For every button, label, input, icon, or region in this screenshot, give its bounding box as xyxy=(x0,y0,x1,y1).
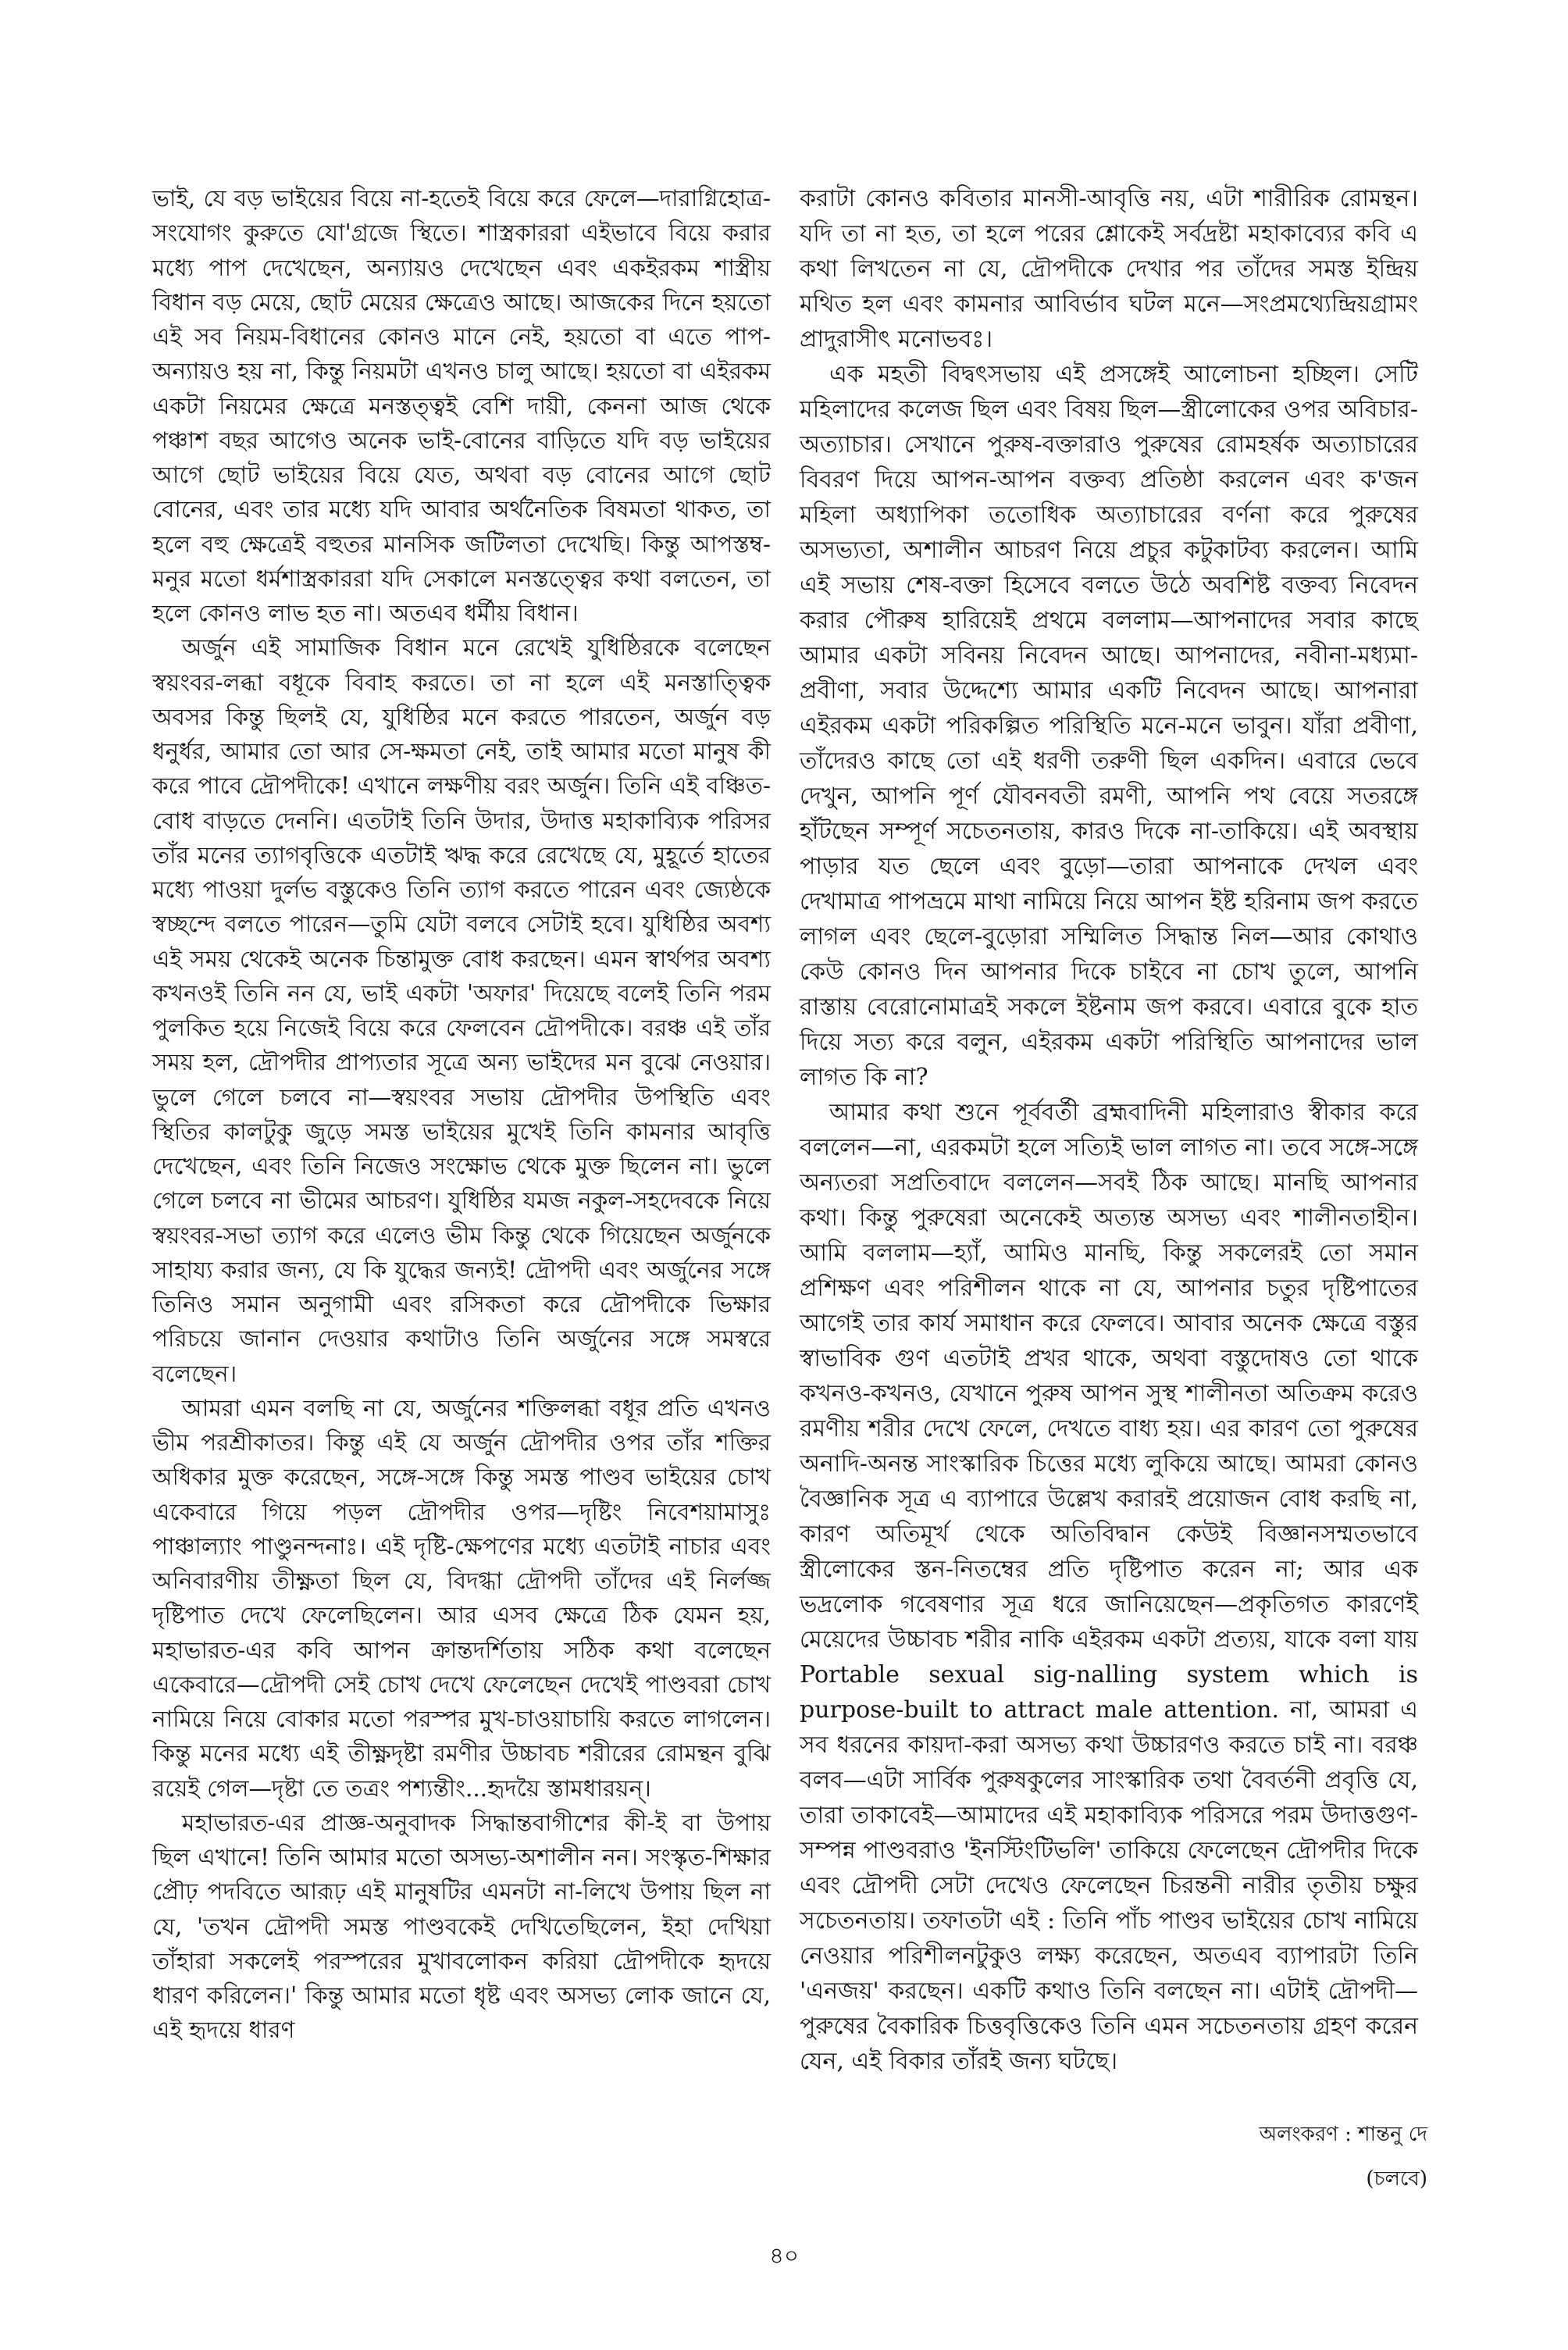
left-paragraph-1: ভাই, যে বড় ভাইয়ের বিয়ে না-হতেই বিয়ে করে ফেলে—দারাগ্নিহোত্র-সংযোগং কুরুতে যো'গ্রজে স্থিতে। শাস্ত্রকাররা এইভাবে বিয়ে করার মধ্যে পাপ দেখেছেন, অন্যায়ও দেখেছেন এবং একইরকম শাস্ত্রীয় বিধান বড় মেয়ে, ছোট মেয়ের ক্ষেত্রেও আছে। আজকের দিনে হয়তো এই সব নিয়ম-বিধানের কোনও মানে নেই, হয়তো বা এতে পাপ-অন্যায়ও হয় না, কিন্তু নিয়মটা এখনও চালু আছে। হয়তো বা এইরকম একটা নিয়মের ক্ষেত্রে মনস্তত্ত্বই বেশি দায়ী, কেননা আজ থেকে পঞ্চাশ বছর আগেও অনেক ভাই-বোনের বাড়িতে যদি বড় ভাইয়ের আগে ছোট ভাইয়ের বিয়ে যেত, অথবা বড় বোনের আগে ছোট বোনের, এবং তার মধ্যে যদি আবার অর্থনৈতিক বিষমতা থাকত, তা হলে বহু ক্ষেত্রেই বহুতর মানসিক জটিলতা দেখেছি। কিন্তু আপস্তম্ব-মনুর মতো ধর্মশাস্ত্রকাররা যদি সেকালে মনস্তত্ত্বের কথা বলতেন, তা হলে কোনও লাভ হত না। অতএব ধর্মীয় বিধান। xyxy=(152,185,771,626)
continued-note: (চলবে) xyxy=(1366,2167,1427,2191)
left-column xyxy=(152,181,771,2048)
right-paragraph-3: আমার কথা শুনে পূর্ববর্তী ব্রহ্মবাদিনী মহিলারাও স্বীকার করে বললেন—না, এরকমটা হলে সত্যিই ভাল লাগত না। তবে সঙ্গে-সঙ্গে অন্যতরা সপ্রতিবাদে বললেন—সবই ঠিক আছে। মানছি আপনার কথা। কিন্তু পুরুষেরা অনেকেই অত্যন্ত অসভ্য এবং শালীনতাহীন। আমি বললাম—হ্যাঁ, আমিও মানছি, কিন্তু সকলেরই তো সমান প্রশিক্ষণ এবং পরিশীলন থাকে না যে, আপনার চতুর দৃষ্টিপাতের আগেই তার কার্য সমাধান করে ফেলবে। আবার অনেক ক্ষেত্রে বস্তুর স্বাভাবিক গুণ এতটাই প্রখর থাকে, অথবা বস্তুদোষও তো থাকে কখনও-কখনও, যেখানে পুরুষ আপন সুস্থ শালীনতা অতিক্রম করেও রমণীয় শরীর দেখে ফেলে, দেখতে বাধ্য হয়। এর কারণ তো পুরুষের অনাদি-অনন্ত সাংস্কারিক চিত্তের মধ্যে লুকিয়ে আছে। আমরা কোনও বৈজ্ঞানিক সূত্র এ ব্যাপারে উল্লেখ করারই প্রয়োজন বোধ করছি না, কারণ অতিমূর্খ থেকে অতিবিদ্বান কেউই বিজ্ঞানসম্মতভাবে স্ত্রীলোকের স্তন-নিতম্বের প্রতি দৃষ্টিপাত করেন না; আর এক ভদ্রলোক গবেষণার সূত্র ধরে জানিয়েছেন—প্রকৃতিগত কারণেই মেয়েদের উচ্চাবচ শরীর নাকি এইরকম একটা প্রত্যয়, যাকে বলা যায় Portable sexual sig-nalling system which is purpose-built to attract male attention. না, আমরা এ সব ধরনের কায়দা-করা অসভ্য কথা উচ্চারণও করতে চাই না। বরঞ্চ বলব—এটা সার্বিক পুরুষকুলের সাংস্কারিক তথা বৈবর্তনী প্রবৃত্তি যে, তারা তাকাবেই—আমাদের এই মহাকাব্যিক পরিসরে পরম উদাত্তগুণ-সম্পন্ন পাণ্ডবরাও 'ইনস্টিংটিভলি' তাকিয়ে ফেলেছেন দ্রৌপদীর দিকে এবং দ্রৌপদী সেটা দেখেও ফেলেছেন চিরন্তনী নারীর তৃতীয় চক্ষুর সচেতনতায়। তফাতটা এই : তিনি পাঁচ পাণ্ডব ভাইয়ের চোখ নামিয়ে নেওয়ার পরিশীলনটুকুও লক্ষ্য করেছেন, অতএব ব্যাপারটা তিনি 'এনজয়' করছেন। একটি কথাও তিনি বলছেন না। এটাই দ্রৌপদী—পুরুষের বৈকারিক চিত্তবৃত্তিকেও তিনি এমন সচেতনতায় গ্রহণ করেন যেন, এই বিকার তাঁরই জন্য ঘটছে। xyxy=(800,1099,1419,2075)
right-column xyxy=(800,181,1418,2079)
left-paragraph-2: অর্জুন এই সামাজিক বিধান মনে রেখেই যুধিষ্ঠিরকে বলেছেন স্বয়ংবর-লব্ধা বধূকে বিবাহ করতে। তা না হলে এই মনস্তাত্ত্বিক অবসর কিন্তু ছিলই যে, যুধিষ্ঠির মনে করতে পারতেন, অর্জুন বড় ধনুর্ধর, আমার তো আর সে-ক্ষমতা নেই, তাই আমার মতো মানুষ কী করে পাবে দ্রৌপদীকে! এখানে লক্ষণীয় বরং অর্জুন। তিনি এই বঞ্চিত-বোধ বাড়তে দেননি। এতটাই তিনি উদার, উদাত্ত মহাকাব্যিক পরিসর তাঁর মনের ত্যাগবৃত্তিকে এতটাই ঋদ্ধ করে রেখেছে যে, মুহূর্তে হাতের মধ্যে পাওয়া দুর্লভ বস্তুকেও তিনি ত্যাগ করতে পারেন এবং জ্যেষ্ঠকে স্বচ্ছন্দে বলতে পারেন—তুমি যেটা বলবে সেটাই হবে। যুধিষ্ঠির অবশ্য এই সময় থেকেই অনেক চিন্তামুক্ত বোধ করছেন। এমন স্বার্থপর অবশ্য কখনওই তিনি নন যে, ভাই একটা 'অফার' দিয়েছে বলেই তিনি পরম পুলকিত হয়ে নিজেই বিয়ে করে ফেলবেন দ্রৌপদীকে। বরঞ্চ এই তাঁর সময় হল, দ্রৌপদীর প্রাপ্যতার সূত্রে অন্য ভাইদের মন বুঝে নেওয়ার। ভুলে গেলে চলবে না—স্বয়ংবর সভায় দ্রৌপদীর উপস্থিতি এবং স্থিতির কালটুকু জুড়ে সমস্ত ভাইয়ের মুখেই তিনি কামনার আবৃত্তি দেখেছেন, এবং তিনি নিজেও সংক্ষোভ থেকে মুক্ত ছিলেন না। ভুলে গেলে চলবে না ভীমের আচরণ। যুধিষ্ঠির যমজ নকুল-সহদেবকে নিয়ে স্বয়ংবর-সভা ত্যাগ করে এলেও ভীম কিন্তু থেকে গিয়েছেন অর্জুনকে সাহায্য করার জন্য, যে কি যুদ্ধের জন্যই! দ্রৌপদী এবং অর্জুনের সঙ্গে তিনিও সমান অনুগামী এবং রসিকতা করে দ্রৌপদীকে ভিক্ষার পরিচয়ে জানান দেওয়ার কথাটাও তিনি অর্জুনের সঙ্গে সমস্বরে বলেছেন। xyxy=(152,634,771,1387)
illustration-credit: অলংকরণ : শান্তনু দে xyxy=(1259,2123,1427,2146)
right-paragraph-2: এক মহতী বিদ্বৎসভায় এই প্রসঙ্গেই আলোচনা হচ্ছিল। সেটি মহিলাদের কলেজ ছিল এবং বিষয় ছিল—স্ত্রীলোকের ওপর অবিচার-অত্যাচার। সেখানে পুরুষ-বক্তারাও পুরুষের রোমহর্ষক অত্যাচারের বিবরণ দিয়ে আপন-আপন বক্তব্য প্রতিষ্ঠা করলেন এবং ক'জন মহিলা অধ্যাপিকা ততোধিক অত্যাচারের বর্ণনা করে পুরুষের অসভ্যতা, অশালীন আচরণ নিয়ে প্রচুর কটুকাটব্য করলেন। আমি এই সভায় শেষ-বক্তা হিসেবে বলতে উঠে অবশিষ্ট বক্তব্য নিবেদন করার পৌরুষ হারিয়েই প্রথমে বললাম—আপনাদের সবার কাছে আমার একটা সবিনয় নিবেদন আছে। আপনাদের, নবীনা-মধ্যমা-প্রবীণা, সবার উদ্দেশ্যে আমার একটি নিবেদন আছে। আপনারা এইরকম একটা পরিকল্পিত পরিস্থিতি মনে-মনে ভাবুন। যাঁরা প্রবীণা, তাঁদেরও কাছে তো এই ধরণী তরুণী ছিল একদিন। এবারে ভেবে দেখুন, আপনি পূর্ণ যৌবনবতী রমণী, আপনি পথ বেয়ে সতরঙ্গে হাঁটছেন সম্পূর্ণ সচেতনতায়, কারও দিকে না-তাকিয়ে। এই অবস্থায় পাড়ার যত ছেলে এবং বুড়ো—তারা আপনাকে দেখল এবং দেখামাত্র পাপভ্রমে মাথা নামিয়ে নিয়ে আপন ইষ্ট হরিনাম জপ করতে লাগল এবং ছেলে-বুড়োরা সম্মিলিত সিদ্ধান্ত নিল—আর কোথাও কেউ কোনও দিন আপনার দিকে চাইবে না চোখ তুলে, আপনি রাস্তায় বেরোনোমাত্রই সকলে ইষ্টনাম জপ করবে। এবারে বুকে হাত দিয়ে সত্য করে বলুন, এইরকম একটা পরিস্থিতি আপনাদের ভাল লাগত কি না? xyxy=(800,361,1418,1091)
left-paragraph-4: মহাভারত-এর প্রাজ্ঞ-অনুবাদক সিদ্ধান্তবাগীশের কী-ই বা উপায় ছিল এখানে! তিনি আমার মতো অসভ্য-অশালীন নন। সংস্কৃত-শিক্ষার প্রৌঢ় পদবিতে আরূঢ় এই মানুষটির এমনটা না-লিখে উপায় ছিল না যে, 'তখন দ্রৌপদী সমস্ত পাণ্ডবকেই দেখিতেছিলেন, ইহা দেখিয়া তাঁহারা সকলেই পরস্পরের মুখাবলোকন করিয়া দ্রৌপদীকে হৃদয়ে ধারণ করিলেন।' কিন্তু আমার মতো ধৃষ্ট এবং অসভ্য লোক জানে যে, এই হৃদয়ে ধারণ xyxy=(152,1809,771,2044)
right-paragraph-1: করাটা কোনও কবিতার মানসী-আবৃত্তি নয়, এটা শারীরিক রোমন্থন। যদি তা না হত, তা হলে পরের শ্লোকেই সর্বদ্রষ্টা মহাকাব্যের কবি এ কথা লিখতেন না যে, দ্রৌপদীকে দেখার পর তাঁদের সমস্ত ইন্দ্রিয় মথিত হল এবং কামনার আবির্ভাব ঘটল মনে—সংপ্রমথ্যেন্দ্রিয়গ্রামং প্রাদুরাসীৎ মনোভবঃ। xyxy=(800,185,1418,353)
page-number: ৪০ xyxy=(769,2242,799,2269)
left-paragraph-3: আমরা এমন বলছি না যে, অর্জুনের শক্তিলব্ধা বধূর প্রতি এখনও ভীম পরশ্রীকাতর। কিন্তু এই যে অর্জুন দ্রৌপদীর ওপর তাঁর শক্তির অধিকার মুক্ত করেছেন, সঙ্গে-সঙ্গে কিন্তু সমস্ত পাণ্ডব ভাইয়ের চোখ একেবারে গিয়ে পড়ল দ্রৌপদীর ওপর—দৃষ্টিং নিবেশয়ামাসুঃ পাঞ্চাল্যাং পাণ্ডুনন্দনাঃ। এই দৃষ্টি-ক্ষেপণের মধ্যে এতটাই নাচার এবং অনিবারণীয় তীক্ষ্ণতা ছিল যে, বিদগ্ধা দ্রৌপদী তাঁদের এই নির্লজ্জ দৃষ্টিপাত দেখে ফেলেছিলেন। আর এসব ক্ষেত্রে ঠিক যেমন হয়, মহাভারত-এর কবি আপন ক্রান্তদর্শিতায় সঠিক কথা বলেছেন একেবারে—দ্রৌপদী সেই চোখ দেখে ফেলেছেন দেখেই পাণ্ডবরা চোখ নামিয়ে নিয়ে বোকার মতো পরস্পর মুখ-চাওয়াচায়ি করতে লাগলেন। কিন্তু মনের মধ্যে এই তীক্ষ্ণদৃষ্টা রমণীর উচ্চাবচ শরীরের রোমন্থন বুঝি রয়েই গেল—দৃষ্টা তে তত্রং পশ্যন্তীং...হৃদয়ৈ স্তামধারয়ন্। xyxy=(152,1394,771,1802)
